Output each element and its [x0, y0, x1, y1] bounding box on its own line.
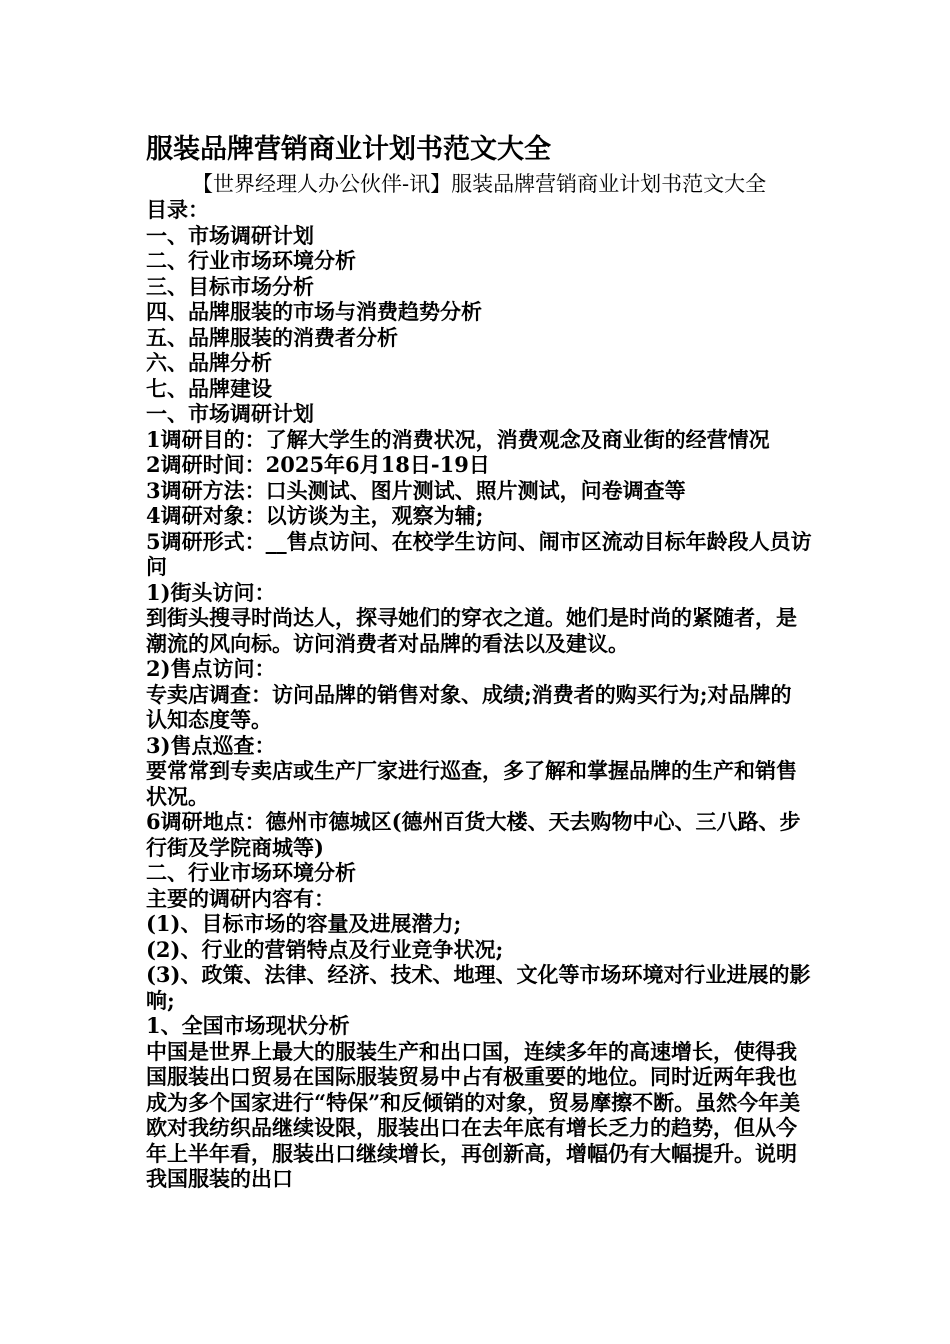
body-paragraph: 3调研方法：口头测试、图片测试、照片测试，问卷调查等 [146, 477, 686, 503]
body-paragraph: 4调研对象：以访谈为主，观察为辅; [146, 503, 484, 528]
subsection-heading: 3)售点巡查： [146, 732, 276, 758]
document-title: 服装品牌营销商业计划书范文大全 [146, 134, 551, 165]
toc-heading: 目录： [146, 197, 209, 222]
body-paragraph: 中国是世界上最大的服装生产和出口国，连续多年的高速增长，使得我国服装出口贸易在国际服装贸易中占有极重要的地位。同时近两年我也成为多个国家进行“特保”和反倾销的对象，贸易摩擦不断。虽然今年美欧对我纺织品继续设限，服装出口在去年底有增长乏力的趋势，但从今年上半年看，服装出口继续增长，再创新高，增幅仍有大幅提升。说明我国服装的出口 [146, 1038, 801, 1191]
body-paragraph: (2)、行业的营销特点及行业竞争状况; [146, 936, 504, 962]
body-paragraph: (3)、政策、法律、经济、技术、地理、文化等市场环境对行业进展的影响; [146, 962, 811, 1013]
toc-item: 七、品牌建设 [146, 375, 272, 401]
body-paragraph: 要常常到专卖店或生产厂家进行巡查，多了解和掌握品牌的生产和销售状况。 [146, 758, 797, 809]
subsection-heading: 1)街头访问： [146, 579, 276, 605]
toc-item: 一、市场调研计划 [146, 222, 314, 248]
toc-item: 四、品牌服装的市场与消费趋势分析 [146, 299, 482, 324]
intro-paragraph: 【世界经理人办公伙伴-讯】服装品牌营销商业计划书范文大全 [192, 172, 767, 196]
body-paragraph: 专卖店调查：访问品牌的销售对象、成绩;消费者的购买行为;对品牌的认知态度等。 [146, 681, 792, 732]
body-paragraph: 到街头搜寻时尚达人，探寻她们的穿衣之道。她们是时尚的紧随者，是潮流的风向标。访问消费者对品牌的看法以及建议。 [146, 605, 797, 656]
body-paragraph: 1调研目的：了解大学生的消费状况，消费观念及商业街的经营情况 [146, 426, 770, 452]
toc-item: 二、行业市场环境分析 [146, 248, 356, 273]
subsection-heading: 2)售点访问： [146, 656, 276, 681]
section-heading: 一、市场调研计划 [146, 401, 314, 426]
subsection-heading: 1、全国市场现状分析 [146, 1013, 350, 1038]
body-paragraph: 6调研地点：德州市德城区(德州百货大楼、天去购物中心、三八路、步行街及学院商城等) [146, 809, 801, 860]
body-paragraph: 5调研形式：__售点访问、在校学生访问、闹市区流动目标年龄段人员访问 [146, 528, 812, 579]
section-heading: 二、行业市场环境分析 [146, 860, 356, 885]
body-paragraph: 2调研时间：2025年6月18日-19日 [146, 452, 490, 477]
body-paragraph: (1)、目标市场的容量及进展潜力; [146, 911, 462, 936]
toc-item: 五、品牌服装的消费者分析 [146, 324, 398, 350]
toc-item: 三、目标市场分析 [146, 273, 314, 299]
body-paragraph: 主要的调研内容有： [146, 885, 335, 911]
document-page [146, 130, 812, 1192]
toc-item: 六、品牌分析 [146, 350, 272, 375]
